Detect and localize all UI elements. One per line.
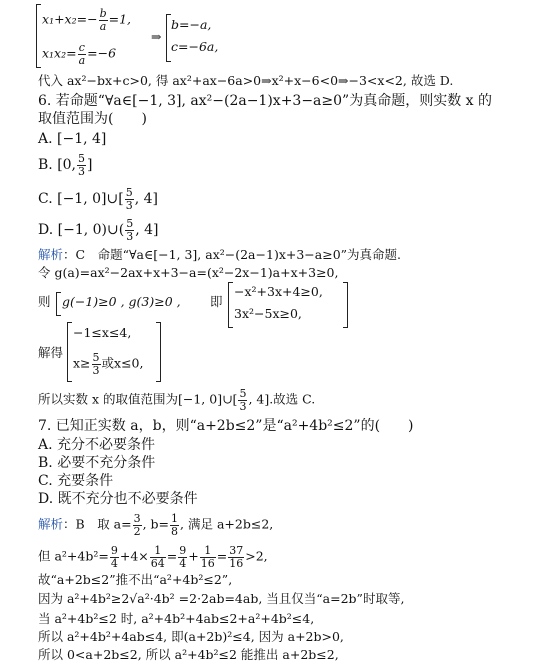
equation-line: x₁+x₂=− $\frac{b}{a}$ =1,: [42, 7, 132, 33]
option-d: D. 既不充分也不必要条件: [38, 491, 198, 507]
system-brace-1: [36, 4, 41, 68]
implies-arrow: ⇒: [151, 29, 162, 44]
equation-line: x≥ $\frac{5}{3}$ 或x≤0,: [73, 351, 144, 377]
solution-line: 解析：B 取 a= $\frac{3}{2}$ , b= $\frac{1}{8}$ , 满足 a+2b≤2,: [38, 512, 274, 538]
solution-label: 解析: [38, 247, 64, 262]
option-c: C. [−1, 0]∪[ $\frac{5}{3}$ , 4]: [38, 186, 158, 212]
solution-line: 但 a²+4b²= $\frac{9}{4}$ +4× $\frac{1}{64}$ = $\frac{9}{4}$ + $\frac{1}{16}$ = $\frac{37}{16}$ >2,: [38, 544, 268, 570]
solution-line: 所以 0<a+2b≤2, 所以 a²+4b²≤2 能推出 a+2b≤2,: [38, 647, 339, 662]
solution-label: 解析: [38, 516, 64, 532]
equation-line: b=−a,: [171, 17, 212, 32]
question-6-stem-cont: 取值范围为( ): [38, 111, 147, 127]
solution-line: 令 g(a)=ax²−2ax+x+3−a=(x²−2x−1)a+x+3≥0,: [38, 265, 339, 280]
system-brace-4: [228, 282, 233, 328]
equation-line: 3x²−5x≥0,: [234, 306, 302, 321]
equation-line: c=−6a,: [171, 39, 219, 54]
equation-line: x₁x₂= $\frac{c}{a}$ =−6: [42, 41, 117, 67]
solution-line: 当 a²+4b²≤2 时, a²+4b²+4ab≤2+a²+4b²≤4,: [38, 611, 315, 626]
option-a: A. [−1, 4]: [38, 131, 107, 147]
solution-line: g(−1)≥0 , g(3)≥0 ,: [62, 294, 181, 309]
question-7-stem: 7. 已知正实数 a，b，则“a+2b≤2”是“a²+4b²≤2”的( ): [38, 418, 414, 434]
solution-text: 代入 ax²−bx+c>0, 得 ax²+ax−6a>0⇒x²+x−6<0⇒−3<x<2, 故选 D.: [38, 73, 454, 88]
solution-line: 所以 a²+4b²+4ab≤4, 即(a+2b)²≤4, 因为 a+2b>0,: [38, 629, 344, 644]
equation-line: −1≤x≤4,: [73, 325, 132, 340]
solution-line: 则: [38, 294, 51, 309]
system-brace-5-right: [156, 322, 161, 382]
option-d: D. [−1, 0)∪( $\frac{5}{3}$ , 4]: [38, 217, 159, 243]
system-brace-3: [56, 292, 61, 316]
system-brace-4-right: [343, 282, 348, 328]
option-b: B. [0, $\frac{5}{3}$ ]: [38, 152, 93, 178]
solution-line: 因为 a²+4b²≥2√a²·4b² =2·2ab=4ab, 当且仅当“a=2b”时取等,: [38, 591, 405, 606]
solution-line: 解得: [38, 345, 64, 360]
equation-line: −x²+3x+4≥0,: [234, 284, 323, 299]
solution-line: 即: [210, 294, 223, 309]
solution-line: 解析：C 命题“∀a∈[−1, 3], ax²−(2a−1)x+3−a≥0”为真命题.: [38, 247, 402, 262]
system-brace-5: [67, 322, 72, 382]
solution-line: 故“a+2b≤2”推不出“a²+4b²≤2”,: [38, 572, 233, 587]
option-a: A. 充分不必要条件: [38, 437, 156, 453]
solution-line: 所以实数 x 的取值范围为[−1, 0]∪[ $\frac{5}{3}$ , 4].故选 C.: [38, 387, 316, 413]
option-b: B. 必要不充分条件: [38, 455, 156, 471]
option-c: C. 充要条件: [38, 473, 114, 489]
question-6-stem: 6. 若命题“∀a∈[−1, 3], ax²−(2a−1)x+3−a≥0”为真命题，则实数 x 的: [38, 93, 492, 109]
